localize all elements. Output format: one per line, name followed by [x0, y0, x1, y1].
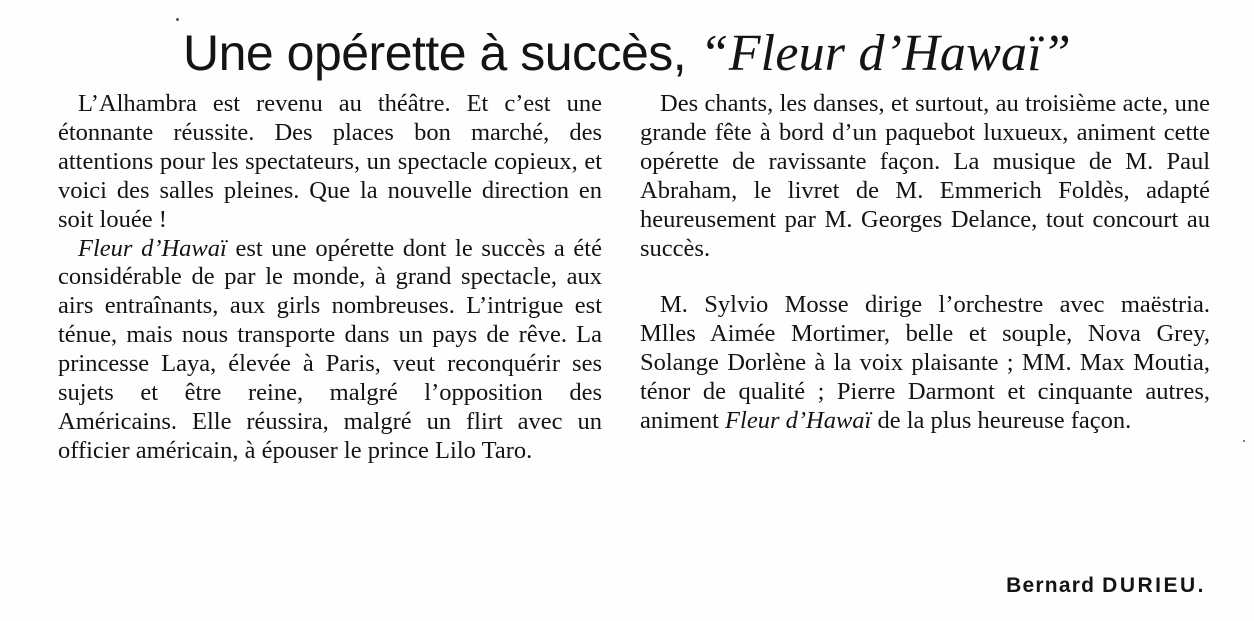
- right-paragraph-2: [640, 291, 1210, 436]
- right-paragraph-2-text-b: de la plus heureuse façon.: [871, 407, 1132, 435]
- left-paragraph-2-text: est une opérette dont le succès a été considérable de par le monde, à grand spectacle, aux airs entraînants, aux girls nombreuses. L’intrigue est ténue, mais nous transporte dans un pays de rêve. La princesse Laya, élevée à Paris, veut reconquérir ses sujets et être reine, malgré l’opposition des Américains. Elle réussira, malgré un flirt avec un officier américain, à épouser le prince Lilo Taro.: [58, 234, 602, 464]
- right-paragraph-1: Des chants, les danses, et surtout, au troisième acte, une grande fête à bord d’un paquebot luxueux, animent cette opérette de ravissante façon. La musique de M. Paul Abraham, le livret de M. Emmerich Foldès, adapté heureusement par M. Georges Delance, tout concourt au succès.: [640, 90, 1210, 262]
- right-column: [640, 90, 1210, 436]
- left-paragraph-2: [58, 235, 602, 466]
- print-speck: [176, 18, 179, 21]
- right-paragraph-2-text-a: M. Sylvio Mosse dirige l’orchestre avec maëstria. Mlles Aimée Mortimer, belle et souple, Nova Grey, Solange Dorlène à la voix plaisante ; MM. Max Moutia, ténor de qualité ; Pierre Darmont et cinquante autres, animent: [640, 291, 1210, 435]
- show-title-italic: Fleur d’Hawaï: [78, 234, 227, 262]
- paragraph-spacer: [640, 263, 1210, 291]
- headline-show-title: “Fleur d’Hawaï”: [699, 25, 1071, 82]
- author-last-name: DURIEU.: [1102, 574, 1206, 597]
- headline-text: Une opérette à succès,: [183, 25, 700, 81]
- print-speck: [1243, 440, 1245, 442]
- article-headline: [0, 22, 1254, 85]
- left-paragraph-1: L’Alhambra est revenu au théâtre. Et c’est une étonnante réussite. Des places bon marché, des attentions pour les spectateurs, un spectacle copieux, et voici des salles pleines. Que la nouvelle direction en soit louée !: [58, 90, 602, 233]
- show-title-italic: Fleur d’Hawaï: [725, 407, 872, 435]
- author-signature: [1006, 574, 1206, 598]
- author-first-name: Bernard: [1006, 574, 1096, 597]
- left-column: [58, 90, 602, 466]
